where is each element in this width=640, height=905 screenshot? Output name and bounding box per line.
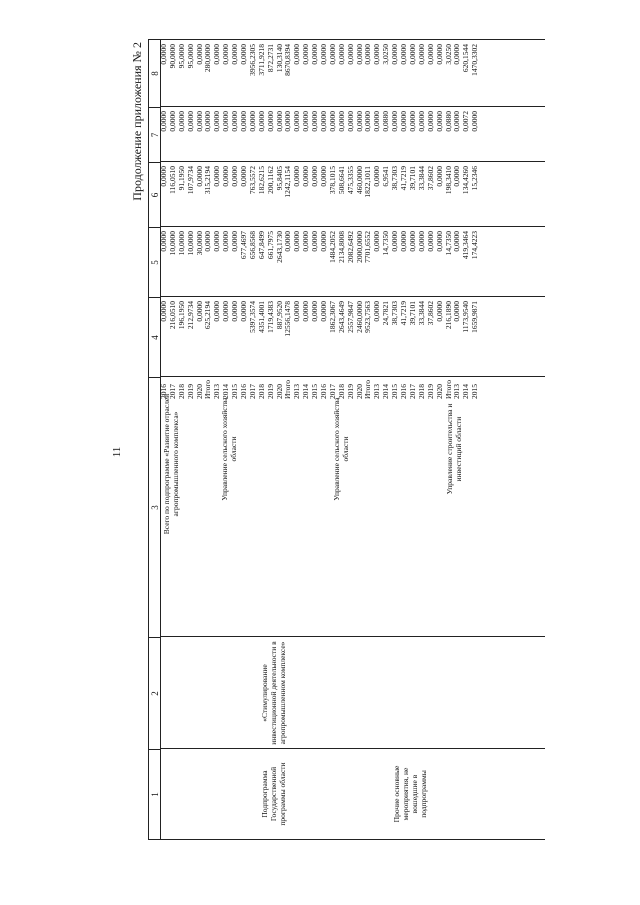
value-cell: 0,0000 <box>390 44 400 65</box>
value-cell: 0,0000 <box>310 231 320 252</box>
other-measures-label: Прочие основные мероприятия, не вошедшие в подпрограммы <box>392 765 428 823</box>
year-cell: 2014 <box>461 384 471 399</box>
value-cell: 625,2194 <box>203 301 213 330</box>
value-cell: 2082,6492 <box>345 231 355 263</box>
value-cell: 0,0000 <box>212 44 222 65</box>
value-cell: 0,0000 <box>319 231 329 252</box>
value-cell: 0,0000 <box>230 166 240 187</box>
value-cell: 2643,4649 <box>336 301 346 333</box>
value-cell: 41,7219 <box>399 301 409 326</box>
value-cell: 0,0000 <box>247 111 257 132</box>
value-cell: 0,0000 <box>452 301 462 322</box>
value-cell: 12556,1478 <box>283 301 293 337</box>
year-cell: 2014 <box>221 384 231 399</box>
value-cell: 0,0000 <box>416 231 426 252</box>
value-cell: 0,0000 <box>372 111 382 132</box>
value-cell: 0,0000 <box>203 111 213 132</box>
value-cell: 0,0000 <box>230 44 240 65</box>
header-col-7: 7 <box>149 108 161 163</box>
value-cell: 0,0000 <box>159 301 168 322</box>
value-cell: 0,0000 <box>354 111 364 132</box>
year-cell: 2016 <box>239 384 249 399</box>
value-cell: 33,3844 <box>416 166 426 191</box>
year-cell: 2018 <box>416 384 426 399</box>
value-cell: 0,0000 <box>345 44 355 65</box>
value-cell: 419,3464 <box>461 231 471 260</box>
year-cell: 2015 <box>230 384 240 399</box>
value-cell: 1862,3067 <box>327 301 337 333</box>
value-cell: 0,0000 <box>292 301 302 322</box>
value-cell: 0,0000 <box>310 166 320 187</box>
value-cell: 0,0000 <box>425 111 435 132</box>
column-divider <box>160 106 545 107</box>
value-cell: 212,9734 <box>185 301 195 330</box>
year-cell: 2017 <box>327 384 337 399</box>
value-cell: 0,0000 <box>265 111 275 132</box>
value-cell: 0,0000 <box>256 111 266 132</box>
value-cell: 0,0000 <box>407 111 417 132</box>
value-cell: 0,0000 <box>390 231 400 252</box>
value-cell: 0,0000 <box>221 111 231 132</box>
rotated-content <box>130 40 545 840</box>
value-cell: 0,0000 <box>363 111 373 132</box>
year-cell: 2018 <box>176 384 186 399</box>
header-col-8: 8 <box>149 40 161 108</box>
value-cell: 763,5572 <box>247 166 257 195</box>
year-cell: 2013 <box>372 384 382 399</box>
header-col-5: 5 <box>149 228 161 298</box>
subprogram-label: Подпрограмма Государственной программы области <box>260 762 287 826</box>
year-cell: 2014 <box>381 384 391 399</box>
value-cell: 0,0000 <box>212 231 222 252</box>
value-cell: 216,0510 <box>167 301 177 330</box>
value-cell: 0,0000 <box>203 231 213 252</box>
value-cell: 0,0000 <box>283 231 293 252</box>
value-cell: 0,0000 <box>310 301 320 322</box>
value-cell: 0,0000 <box>425 44 435 65</box>
rotated-page <box>130 40 545 840</box>
year-cell: 2015 <box>310 384 320 399</box>
value-cell: 0,0000 <box>212 111 222 132</box>
value-cell: 0,0000 <box>452 166 462 187</box>
value-cell: 1470,3302 <box>470 44 480 76</box>
value-cell: 130,3140 <box>274 44 284 73</box>
value-cell: 0,0000 <box>194 111 204 132</box>
header-col-1: 1 <box>149 750 161 840</box>
value-cell: 3711,9218 <box>256 44 266 76</box>
value-cell: 37,8602 <box>425 301 435 326</box>
year-cell: 2018 <box>256 384 266 399</box>
value-cell: 14,7350 <box>381 231 391 256</box>
value-cell: 0,0000 <box>434 166 444 187</box>
value-cell: 1659,9871 <box>470 301 480 333</box>
value-cell: 0,0000 <box>292 44 302 65</box>
value-cell: 14,7350 <box>443 231 453 256</box>
column-divider <box>160 39 545 40</box>
year-cell: 2013 <box>212 384 222 399</box>
value-cell: 677,4697 <box>239 231 249 260</box>
year-cell: 2020 <box>434 384 444 399</box>
value-cell: 2000,0000 <box>354 231 364 263</box>
value-cell: 90,0000 <box>167 44 177 69</box>
value-cell: 3956,2305 <box>247 44 257 76</box>
value-cell: 0,0000 <box>185 111 195 132</box>
column-divider <box>160 636 545 637</box>
value-cell: 6,9541 <box>381 166 391 187</box>
value-cell: 0,0000 <box>176 111 186 132</box>
value-cell: 38,7303 <box>390 301 400 326</box>
value-cell: 0,0000 <box>159 111 168 132</box>
value-cell: 95,0000 <box>185 44 195 69</box>
column-divider <box>160 296 545 297</box>
value-column-5 <box>160 301 480 359</box>
value-cell: 2557,9847 <box>345 301 355 333</box>
header-col-3: 3 <box>149 378 161 638</box>
value-column-7 <box>160 166 480 222</box>
value-cell: 0,0000 <box>221 166 231 187</box>
value-cell: 0,0000 <box>319 44 329 65</box>
table-body <box>160 39 545 840</box>
value-cell: 872,2731 <box>265 44 275 73</box>
year-cell: 2019 <box>425 384 435 399</box>
value-cell: 4351,4001 <box>256 301 266 333</box>
value-cell: 0,0000 <box>319 166 329 187</box>
appendix-caption: Продолжение приложения № 2 <box>130 42 144 201</box>
value-cell: 0,0000 <box>399 111 409 132</box>
value-column-6 <box>160 231 480 291</box>
value-cell: 1173,9540 <box>461 301 471 333</box>
year-cell: 2019 <box>265 384 275 399</box>
value-cell: 216,1890 <box>443 301 453 330</box>
value-cell: 0,0000 <box>212 301 222 322</box>
value-cell: 378,1015 <box>327 166 337 195</box>
value-cell: 656,8568 <box>247 231 257 260</box>
year-cell: 2018 <box>336 384 346 399</box>
value-cell: 0,0000 <box>407 231 417 252</box>
value-cell: 0,0000 <box>301 231 311 252</box>
value-cell: 0,0072 <box>461 111 471 132</box>
value-cell: 2134,8008 <box>336 231 346 263</box>
column-divider <box>160 748 545 749</box>
value-cell: 95,8405 <box>274 166 284 191</box>
value-cell: 116,0510 <box>167 166 177 194</box>
value-cell: 196,1950 <box>176 301 186 330</box>
value-cell: 0,0000 <box>301 166 311 187</box>
value-cell: 0,0000 <box>390 111 400 132</box>
year-cell: 2015 <box>390 384 400 399</box>
year-cell: 2020 <box>194 384 204 399</box>
value-cell: 39,7101 <box>407 301 417 326</box>
year-cell: 2020 <box>354 384 364 399</box>
column-divider <box>160 376 545 377</box>
value-cell: 0,0000 <box>301 44 311 65</box>
value-cell: 0,0000 <box>363 44 373 65</box>
value-cell: 0,0000 <box>283 111 293 132</box>
year-column <box>160 379 480 399</box>
value-cell: 8670,8394 <box>283 44 293 76</box>
value-cell: 0,0000 <box>434 44 444 65</box>
value-cell: 0,0000 <box>319 111 329 132</box>
value-cell: 0,0000 <box>407 44 417 65</box>
value-cell: 37,8602 <box>425 166 435 191</box>
value-cell: 1242,1154 <box>283 166 293 198</box>
year-cell: 2016 <box>159 384 168 399</box>
value-cell: 0,0000 <box>159 231 168 252</box>
value-cell: 0,0000 <box>354 44 364 65</box>
value-cell: 0,0000 <box>230 301 240 322</box>
value-cell: 0,0000 <box>239 301 249 322</box>
value-cell: 174,4223 <box>470 231 480 260</box>
value-cell: 107,9734 <box>185 166 195 195</box>
value-cell: 0,0000 <box>310 44 320 65</box>
agriculture-dept-label-a: Управление сельского хозяйства области <box>220 397 238 501</box>
value-column-9 <box>160 44 480 102</box>
column-divider <box>160 161 545 162</box>
value-cell: 10,0000 <box>176 231 186 256</box>
value-cell: 39,7101 <box>407 166 417 191</box>
value-cell: 10,0000 <box>185 231 195 256</box>
value-cell: 0,0000 <box>434 111 444 132</box>
value-cell: 1822,1011 <box>363 166 373 198</box>
value-cell: 0,0000 <box>239 166 249 187</box>
year-cell: Итого <box>203 380 213 399</box>
value-cell: 0,0000 <box>434 301 444 322</box>
value-cell: 3,0250 <box>443 44 453 65</box>
value-cell: 0,0000 <box>372 301 382 322</box>
value-cell: 0,0880 <box>381 111 391 132</box>
value-cell: 0,0000 <box>274 111 284 132</box>
year-cell: 2016 <box>319 384 329 399</box>
value-cell: 315,2194 <box>203 166 213 195</box>
column-divider <box>160 226 545 227</box>
value-cell: 0,0000 <box>425 231 435 252</box>
value-cell: 1719,4383 <box>265 301 275 333</box>
value-cell: 460,0000 <box>354 166 364 195</box>
value-cell: 0,0000 <box>452 231 462 252</box>
value-cell: 200,1162 <box>265 166 275 194</box>
year-cell: 2019 <box>185 384 195 399</box>
value-cell: 24,7821 <box>381 301 391 326</box>
value-cell: 0,0000 <box>221 44 231 65</box>
value-cell: 620,1544 <box>461 44 471 73</box>
value-cell: 475,3355 <box>345 166 355 195</box>
year-cell: 2017 <box>407 384 417 399</box>
year-cell: 2017 <box>247 384 257 399</box>
value-cell: 30,0000 <box>194 231 204 256</box>
value-cell: 0,0000 <box>336 111 346 132</box>
value-cell: 0,0000 <box>212 166 222 187</box>
value-cell: 0,0000 <box>194 44 204 65</box>
value-cell: 0,0000 <box>416 111 426 132</box>
value-cell: 38,7303 <box>390 166 400 191</box>
value-cell: 41,7219 <box>399 166 409 191</box>
header-col-6: 6 <box>149 163 161 228</box>
value-cell: 0,0000 <box>319 301 329 322</box>
year-cell: 2019 <box>345 384 355 399</box>
value-cell: 280,0000 <box>203 44 213 73</box>
header-col-2: 2 <box>149 638 161 750</box>
value-cell: 647,8499 <box>256 231 266 260</box>
value-cell: 0,0000 <box>292 231 302 252</box>
value-cell: 0,0000 <box>301 111 311 132</box>
year-cell: 2020 <box>274 384 284 399</box>
value-cell: 2643,1730 <box>274 231 284 263</box>
value-cell: 0,0000 <box>434 231 444 252</box>
value-cell: 661,7975 <box>265 231 275 260</box>
value-cell: 0,0000 <box>336 44 346 65</box>
value-cell: 5397,3574 <box>247 301 257 333</box>
year-cell: 2014 <box>301 384 311 399</box>
construction-dept-label: Управление строительства и инвестиций области <box>445 403 463 495</box>
value-cell: 15,2346 <box>470 166 480 191</box>
year-cell: Итого <box>443 380 453 399</box>
value-cell: 182,6215 <box>256 166 266 195</box>
value-cell: 0,0000 <box>159 166 168 187</box>
value-cell: 0,0000 <box>239 44 249 65</box>
value-cell: 10,0000 <box>167 231 177 256</box>
year-cell: 2013 <box>452 384 462 399</box>
value-cell: 0,0000 <box>194 301 204 322</box>
value-cell: 0,0000 <box>194 166 204 187</box>
value-cell: 0,0000 <box>416 44 426 65</box>
value-cell: 0,0000 <box>372 44 382 65</box>
value-cell: 9523,7563 <box>363 301 373 333</box>
agriculture-dept-label-b: Управление сельского хозяйства области <box>332 397 350 501</box>
value-cell: 0,0000 <box>221 301 231 322</box>
value-cell: 0,0000 <box>327 44 337 65</box>
value-cell: 0,0000 <box>167 111 177 132</box>
value-cell: 95,0000 <box>176 44 186 69</box>
value-cell: 0,0000 <box>372 166 382 187</box>
value-cell: 0,0000 <box>239 111 249 132</box>
value-cell: 508,6641 <box>336 166 346 195</box>
value-cell: 0,0000 <box>345 111 355 132</box>
value-cell: 0,0000 <box>452 111 462 132</box>
value-cell: 0,0000 <box>292 111 302 132</box>
value-cell: 0,0000 <box>452 44 462 65</box>
year-cell: 2013 <box>292 384 302 399</box>
value-cell: 198,3410 <box>443 166 453 195</box>
value-cell: 0,0000 <box>301 301 311 322</box>
header-col-4: 4 <box>149 298 161 378</box>
value-cell: 0,0000 <box>399 231 409 252</box>
value-cell: 0,0000 <box>327 111 337 132</box>
value-cell: 0,0880 <box>443 111 453 132</box>
value-column-8 <box>160 111 480 158</box>
value-cell: 7701,6552 <box>363 231 373 263</box>
value-cell: 3,0250 <box>381 44 391 65</box>
value-cell: 0,0000 <box>310 111 320 132</box>
year-cell: 2015 <box>470 384 480 399</box>
value-cell: 134,4260 <box>461 166 471 195</box>
year-cell: Итого <box>363 380 373 399</box>
value-cell: 887,9520 <box>274 301 284 330</box>
year-cell: 2017 <box>167 384 177 399</box>
year-cell: 2016 <box>399 384 409 399</box>
value-cell: 1484,2052 <box>327 231 337 263</box>
subprogram-total-label: Всего по подпрограмме «Развитие отраслей агропромышленного комплекса» <box>162 393 180 535</box>
value-cell: 0,0000 <box>159 44 168 65</box>
page-number: 11 <box>111 446 123 458</box>
value-cell: 0,0000 <box>230 231 240 252</box>
value-cell: 0,0000 <box>230 111 240 132</box>
value-cell: 0,0000 <box>221 231 231 252</box>
value-cell: 2460,0000 <box>354 301 364 333</box>
value-cell: 0,0000 <box>399 44 409 65</box>
value-cell: 0,0000 <box>292 166 302 187</box>
value-cell: 91,1950 <box>176 166 186 191</box>
value-cell: 0,0000 <box>372 231 382 252</box>
year-cell: Итого <box>283 380 293 399</box>
investment-stimulation-label: «Стимулирование инвестиционной деятельности в агропромышленном комплексе» <box>260 641 287 745</box>
value-cell: 33,3844 <box>416 301 426 326</box>
value-cell: 0,0000 <box>470 111 480 132</box>
